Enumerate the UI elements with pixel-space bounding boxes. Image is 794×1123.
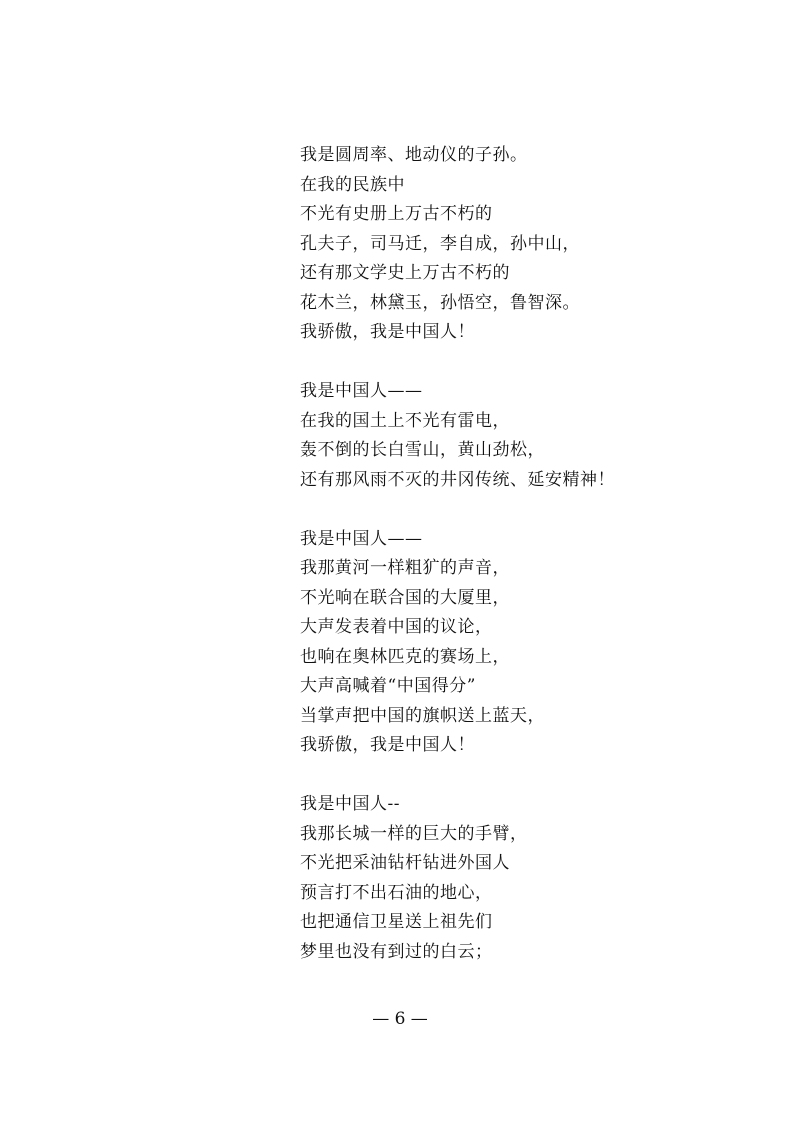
poem-line: 我骄傲，我是中国人！ <box>300 735 475 755</box>
stanza-1 <box>300 141 720 348</box>
poem-line: 我是中国人—— <box>300 528 423 549</box>
poem-line: 孔夫子，司马迁，李自成，孙中山， <box>300 233 580 254</box>
poem-line: 我是中国人—— <box>300 381 423 401</box>
poem-line: 轰不倒的长白雪山，黄山劲松， <box>300 440 545 460</box>
poem-line: 还有那风雨不灭的井冈传统、延安精神！ <box>300 469 615 490</box>
poem-line: 当掌声把中国的旗帜送上蓝天， <box>300 705 545 726</box>
poem-line: 我是中国人-- <box>300 794 400 814</box>
poem-line: 在我的民族中 <box>300 174 405 195</box>
poem-line: 大声高喊着“中国得分” <box>300 676 476 696</box>
poem-line: 我那长城一样的巨大的手臂， <box>300 823 528 844</box>
poem-line: 我那黄河一样粗犷的声音， <box>300 558 510 578</box>
poem-line: 不光有史册上万古不朽的 <box>300 204 493 224</box>
stanza-4 <box>300 790 720 967</box>
poem-line: 梦里也没有到过的白云； <box>300 941 493 962</box>
poem-line: 也响在奥林匹克的赛场上， <box>300 646 510 667</box>
poem-line: 我是圆周率、地动仪的子孙。 <box>300 145 528 165</box>
poem-line: 预言打不出石油的地心， <box>300 882 493 903</box>
poem-line: 还有那文学史上万古不朽的 <box>300 263 510 283</box>
poem-line: 我骄傲，我是中国人！ <box>300 322 475 342</box>
poem-line: 不光响在联合国的大厦里， <box>300 587 510 608</box>
poem-line: 也把通信卫星送上祖先们 <box>300 912 493 932</box>
poem-body <box>300 141 720 997</box>
poem-line: 不光把采油钻杆钻进外国人 <box>300 853 510 873</box>
stanza-2 <box>300 377 720 495</box>
stanza-3 <box>300 525 720 761</box>
poem-line: 花木兰，林黛玉，孙悟空，鲁智深。 <box>300 292 580 313</box>
poem-line: 大声发表着中国的议论， <box>300 617 493 637</box>
page-number: — 6 — <box>372 1009 428 1029</box>
poem-line: 在我的国土上不光有雷电， <box>300 410 510 431</box>
